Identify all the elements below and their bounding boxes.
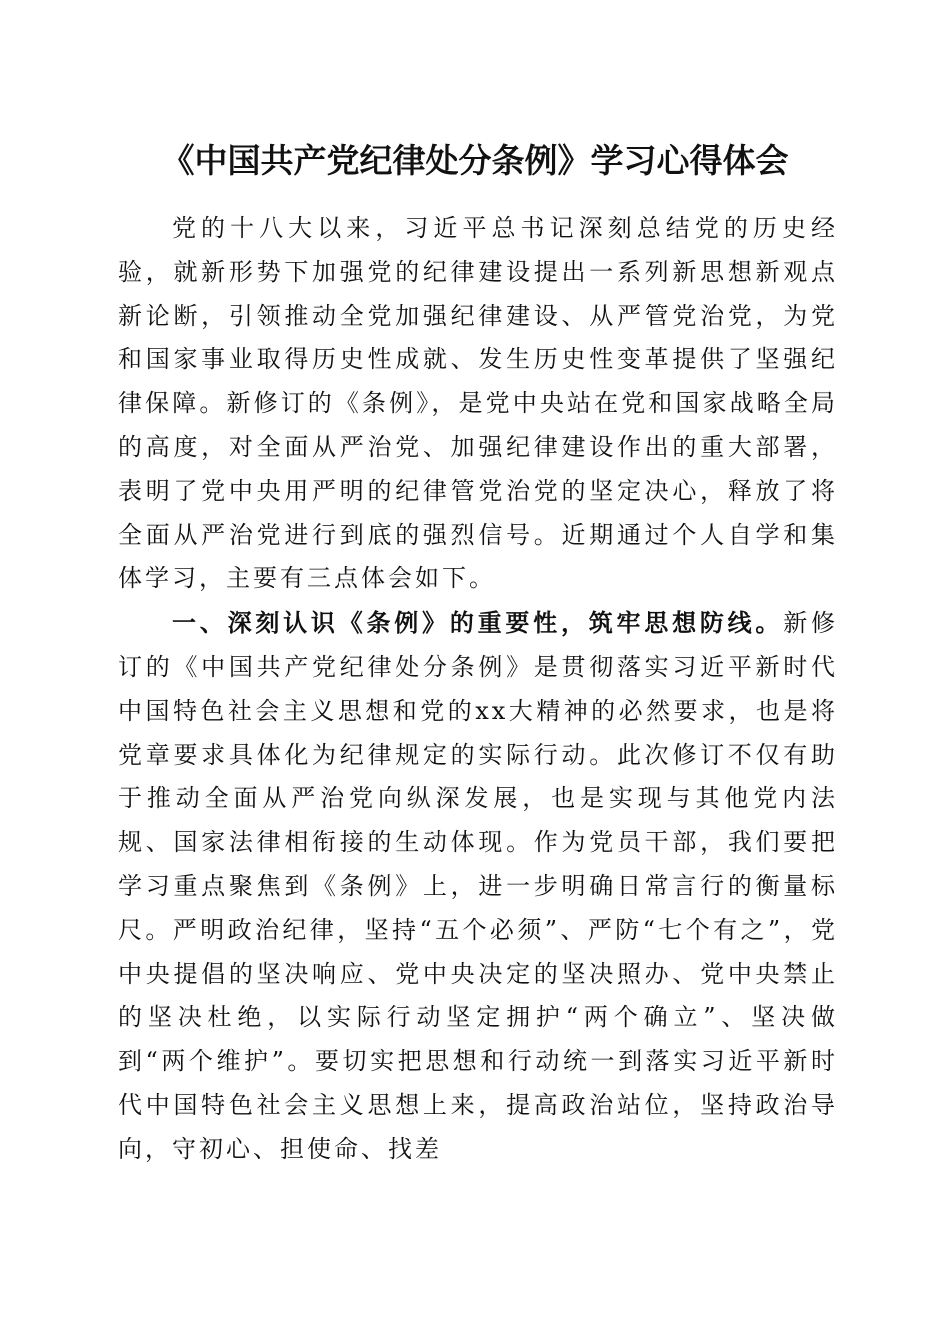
paragraph-section-one bbox=[118, 601, 838, 1171]
paragraph-intro bbox=[118, 206, 838, 601]
document-title: 《中国共产党纪律处分条例》学习心得体会 bbox=[161, 141, 789, 180]
section-heading: 一、深刻认识《条例》的重要性，筑牢思想防线。 bbox=[172, 608, 784, 638]
document-body bbox=[118, 200, 838, 1172]
paragraph-text: 党的十八大以来，习近平总书记深刻总结党的历史经验，就新形势下加强党的纪律建设提出一系列新思想新观点新论断，引领推动全党加强纪律建设、从严管党治党，为党和国家事业取得历史性成就、发生历史性变革提供了坚强纪律保障。新修订的《条例》，是党中央站在党和国家战略全局的高度，对全面从严治党、加强纪律建设作出的重大部署，表明了党中央用严明的纪律管党治党的坚定决心，释放了将全面从严治党进行到底的强烈信号。近期通过个人自学和集体学习，主要有三点体会如下。 bbox=[118, 214, 838, 593]
paragraph-text: 新修订的《中国共产党纪律处分条例》是贯彻落实习近平新时代中国特色社会主义思想和党的xx大精神的必然要求，也是将党章要求具体化为纪律规定的实际行动。此次修订不仅有助于推动全面从严治党向纵深发展，也是实现与其他党内法规、国家法律相衔接的生动体现。作为党员干部，我们要把学习重点聚焦到《条例》上，进一步明确日常言行的衡量标尺。严明政治纪律，坚持“五个必须”、严防“七个有之”，党中央提倡的坚决响应、党中央决定的坚决照办、党中央禁止的坚决杜绝，以实际行动坚定拥护“两个确立”、坚决做到“两个维护”。要切实把思想和行动统一到落实习近平新时代中国特色社会主义思想上来，提高政治站位，坚持政治导向，守初心、担使命、找差 bbox=[118, 609, 839, 1163]
